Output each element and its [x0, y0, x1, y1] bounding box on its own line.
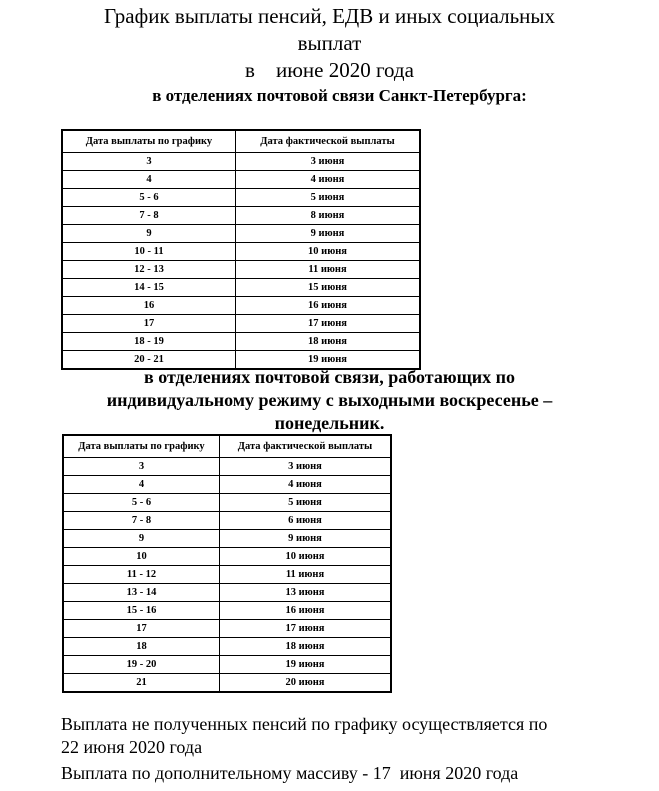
scheduled-date-cell: 21 [63, 674, 220, 693]
table-row [62, 333, 420, 351]
scheduled-date-cell: 20 - 21 [62, 351, 236, 370]
table-row [62, 261, 420, 279]
document-title-line-3: в июне 2020 года [245, 58, 414, 82]
scheduled-date-cell: 4 [63, 476, 220, 494]
actual-date-cell: 18 июня [220, 638, 392, 656]
table-row [63, 548, 391, 566]
table-row [63, 566, 391, 584]
scheduled-date-cell: 14 - 15 [62, 279, 236, 297]
table-row [63, 512, 391, 530]
actual-date-cell: 20 июня [220, 674, 392, 693]
table-row [63, 530, 391, 548]
column-header-scheduled-date: Дата выплаты по графику [62, 130, 236, 153]
scheduled-date-cell: 18 - 19 [62, 333, 236, 351]
table-row [63, 602, 391, 620]
scheduled-date-cell: 18 [63, 638, 220, 656]
scheduled-date-cell: 5 - 6 [62, 189, 236, 207]
actual-date-cell: 19 июня [236, 351, 421, 370]
scheduled-date-cell: 17 [63, 620, 220, 638]
scheduled-date-cell: 10 [63, 548, 220, 566]
scheduled-date-cell: 10 - 11 [62, 243, 236, 261]
table-row [62, 315, 420, 333]
document-title-line-2: выплат [297, 31, 362, 55]
actual-date-cell: 11 июня [236, 261, 421, 279]
actual-date-cell: 19 июня [220, 656, 392, 674]
schedule-table-individual-mode [62, 434, 392, 693]
scheduled-date-cell: 3 [63, 458, 220, 476]
section2-heading-line-2: индивидуальному режиму с выходными воскресенье – [106, 390, 553, 410]
actual-date-cell: 6 июня [220, 512, 392, 530]
table-row [63, 476, 391, 494]
scheduled-date-cell: 7 - 8 [63, 512, 220, 530]
section1-heading: в отделениях почтовой связи Санкт-Петербурга: [152, 86, 527, 105]
scheduled-date-cell: 13 - 14 [63, 584, 220, 602]
table-row [63, 656, 391, 674]
actual-date-cell: 17 июня [236, 315, 421, 333]
actual-date-cell: 3 июня [236, 153, 421, 171]
actual-date-cell: 5 июня [220, 494, 392, 512]
actual-date-cell: 8 июня [236, 207, 421, 225]
scheduled-date-cell: 17 [62, 315, 236, 333]
actual-date-cell: 10 июня [236, 243, 421, 261]
table-row [62, 297, 420, 315]
scheduled-date-cell: 4 [62, 171, 236, 189]
schedule-table-spb [61, 129, 421, 370]
table-row [63, 458, 391, 476]
scheduled-date-cell: 3 [62, 153, 236, 171]
scheduled-date-cell: 9 [62, 225, 236, 243]
table-row [63, 494, 391, 512]
actual-date-cell: 16 июня [220, 602, 392, 620]
section2-heading-line-3: понедельник. [274, 413, 385, 433]
table-row [62, 279, 420, 297]
scheduled-date-cell: 5 - 6 [63, 494, 220, 512]
actual-date-cell: 13 июня [220, 584, 392, 602]
document-title-line-1: График выплаты пенсий, ЕДВ и иных социальных [103, 4, 556, 28]
table-row [63, 620, 391, 638]
actual-date-cell: 11 июня [220, 566, 392, 584]
scheduled-date-cell: 11 - 12 [63, 566, 220, 584]
section2-heading-line-1: в отделениях почтовой связи, работающих по [143, 367, 516, 387]
actual-date-cell: 4 июня [236, 171, 421, 189]
table-row [63, 638, 391, 656]
table-header-row [62, 130, 420, 153]
scheduled-date-cell: 15 - 16 [63, 602, 220, 620]
table-row [62, 153, 420, 171]
table-row [63, 584, 391, 602]
column-header-actual-date: Дата фактической выплаты [220, 435, 392, 458]
footer-note-line-2: 22 июня 2020 года [61, 737, 203, 757]
column-header-scheduled-date: Дата выплаты по графику [63, 435, 220, 458]
table-row [62, 171, 420, 189]
scheduled-date-cell: 16 [62, 297, 236, 315]
actual-date-cell: 15 июня [236, 279, 421, 297]
scheduled-date-cell: 19 - 20 [63, 656, 220, 674]
table-header-row [63, 435, 391, 458]
actual-date-cell: 9 июня [220, 530, 392, 548]
table-row [62, 225, 420, 243]
table-row [62, 189, 420, 207]
scheduled-date-cell: 7 - 8 [62, 207, 236, 225]
footer-note-line-1: Выплата не полученных пенсий по графику осуществляется по [61, 714, 548, 734]
footer-note-line-3: Выплата по дополнительному массиву - 17 июня 2020 года [61, 763, 519, 783]
actual-date-cell: 3 июня [220, 458, 392, 476]
scheduled-date-cell: 12 - 13 [62, 261, 236, 279]
table-row [62, 207, 420, 225]
table-row [62, 243, 420, 261]
actual-date-cell: 16 июня [236, 297, 421, 315]
column-header-actual-date: Дата фактической выплаты [236, 130, 421, 153]
actual-date-cell: 9 июня [236, 225, 421, 243]
actual-date-cell: 17 июня [220, 620, 392, 638]
table-row [63, 674, 391, 693]
scheduled-date-cell: 9 [63, 530, 220, 548]
actual-date-cell: 10 июня [220, 548, 392, 566]
actual-date-cell: 18 июня [236, 333, 421, 351]
actual-date-cell: 4 июня [220, 476, 392, 494]
actual-date-cell: 5 июня [236, 189, 421, 207]
